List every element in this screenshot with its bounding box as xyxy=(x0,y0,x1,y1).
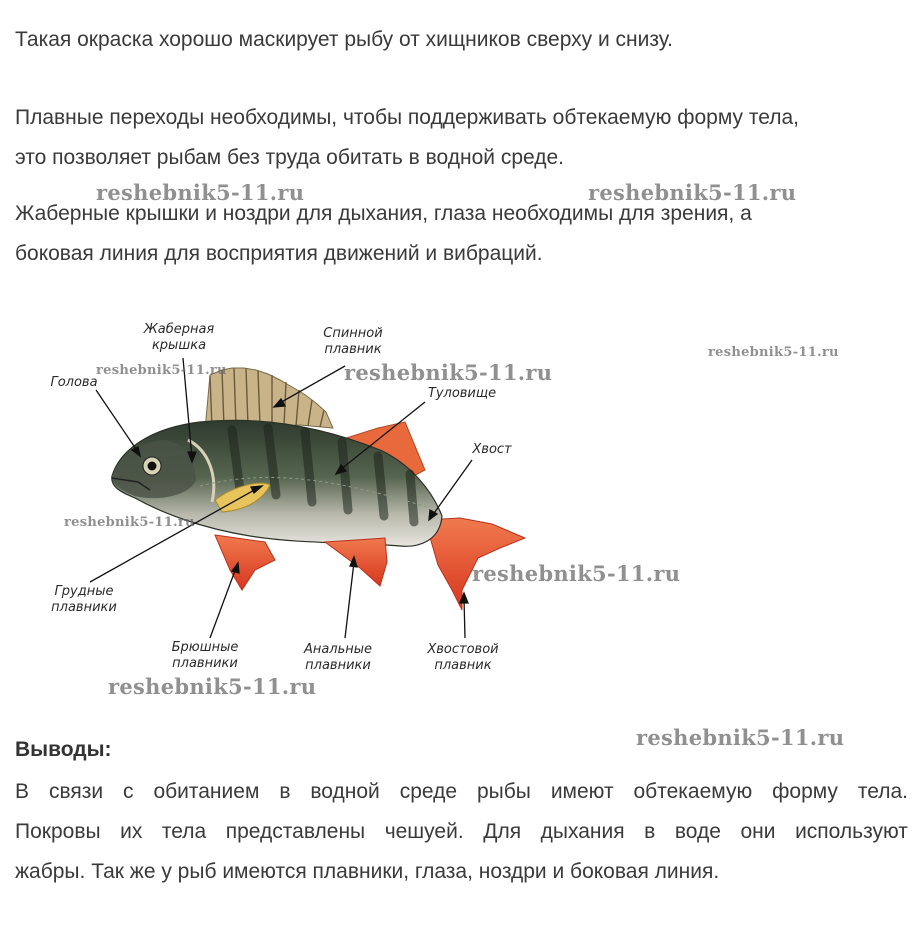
pelvic-fin-shape xyxy=(215,535,275,590)
label-trunk xyxy=(420,386,504,402)
label-line: плавник xyxy=(324,342,382,357)
label-line: Хвостовой xyxy=(427,642,499,657)
watermark: reshebnik5-11.ru xyxy=(472,561,681,586)
paragraph-line: жабры. Так же у рыб имеются плавники, глаза, ноздри и боковая линия. xyxy=(15,860,720,883)
label-head xyxy=(44,375,104,391)
label-anal-fins xyxy=(296,642,380,674)
label-line: плавники xyxy=(172,656,238,671)
watermark: reshebnik5-11.ru xyxy=(108,674,317,699)
label-line: Жаберная xyxy=(143,322,215,337)
paragraph-line: Такая окраска хорошо маскирует рыбу от хищников сверху и снизу. xyxy=(15,28,673,51)
watermark: reshebnik5-11.ru xyxy=(344,360,553,385)
watermark: reshebnik5-11.ru xyxy=(588,180,797,205)
label-tail xyxy=(466,442,518,458)
label-pectoral-fins xyxy=(44,584,124,616)
watermark: reshebnik5-11.ru xyxy=(708,345,839,360)
label-line: плавники xyxy=(305,658,371,673)
paragraph-line: Покровы их тела представлены чешуей. Для дыхания в воде они используют xyxy=(15,820,908,843)
watermark: reshebnik5-11.ru xyxy=(64,515,195,530)
paragraph-line: Плавные переходы необходимы, чтобы поддерживать обтекаемую форму тела, xyxy=(15,106,799,129)
watermark: reshebnik5-11.ru xyxy=(636,725,845,750)
label-line: Спинной xyxy=(323,326,383,341)
conclusions-heading: Выводы: xyxy=(15,738,112,761)
watermark: reshebnik5-11.ru xyxy=(96,180,305,205)
label-line: Туловище xyxy=(427,386,497,401)
paragraph-camouflage xyxy=(15,20,908,60)
paragraph-line: это позволяет рыбам без труда обитать в водной среде. xyxy=(15,146,564,169)
paragraph-streamline xyxy=(15,98,908,178)
label-line: Анальные xyxy=(303,642,373,657)
paragraph-organs xyxy=(15,194,908,274)
label-gill-cover xyxy=(138,322,220,354)
label-pelvic-fins xyxy=(164,640,246,672)
watermark: reshebnik5-11.ru xyxy=(96,363,227,378)
paragraph-line: боковая линия для восприятия движений и вибраций. xyxy=(15,242,543,265)
label-caudal-fin xyxy=(420,642,506,674)
label-line: Хвост xyxy=(472,442,512,457)
paragraph-line: В связи с обитанием в водной среде рыбы имеют обтекаемую форму тела. xyxy=(15,780,908,803)
label-line: Голова xyxy=(50,375,98,390)
conclusions-paragraph xyxy=(15,772,908,892)
paragraph-line: Жаберные крышки и ноздри для дыхания, глаза необходимы для зрения, а xyxy=(15,202,752,225)
label-line: крышка xyxy=(151,338,207,353)
label-line: Грудные xyxy=(54,584,114,599)
label-dorsal-fin xyxy=(316,326,390,358)
label-line: плавники xyxy=(51,600,117,615)
label-line: Брюшные xyxy=(171,640,239,655)
label-line: плавник xyxy=(434,658,492,673)
